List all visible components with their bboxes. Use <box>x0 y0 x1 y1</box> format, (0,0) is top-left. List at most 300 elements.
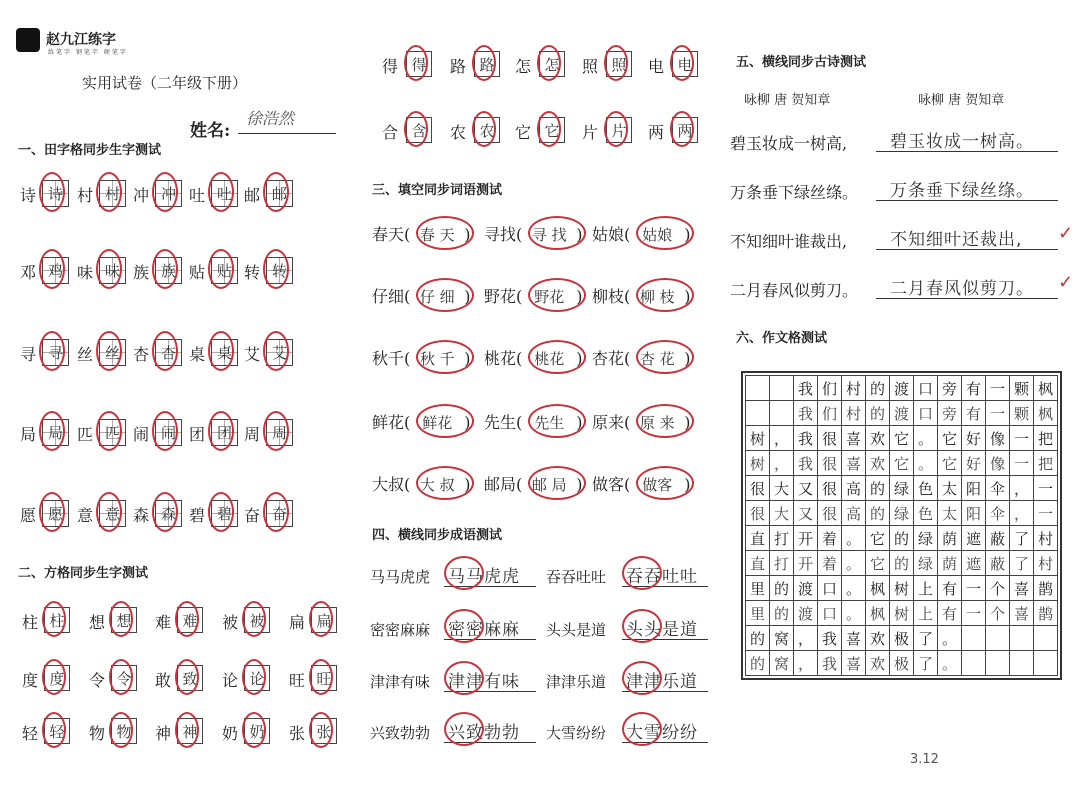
comp-printed-row <box>746 576 1058 601</box>
tm-written-char: 电 <box>677 55 693 74</box>
comp-written-cell[interactable]: 们 <box>818 401 842 426</box>
comp-written-cell[interactable]: 一 <box>962 601 986 626</box>
comp-written-cell[interactable] <box>746 401 770 426</box>
red-check-mark <box>263 249 289 289</box>
section-1-heading: 一、田字格同步生字测试 <box>18 143 162 158</box>
comp-written-cell[interactable]: 遮 <box>962 551 986 576</box>
fill-answer[interactable]: 柳 枝 <box>639 288 675 306</box>
comp-written-cell[interactable]: 枫 <box>1034 401 1058 426</box>
idiom-answer[interactable]: 吞吞吐吐 <box>626 567 698 587</box>
comp-written-cell[interactable]: 它 <box>890 451 914 476</box>
tzg-written-char: 丝 <box>104 344 120 362</box>
fill-answer[interactable]: 秋 千 <box>419 350 455 368</box>
comp-written-cell[interactable]: 我 <box>818 651 842 676</box>
comp-written-cell[interactable]: 阳 <box>962 501 986 526</box>
red-check-mark <box>444 661 484 695</box>
fill-prompt: 桃花 <box>484 349 517 368</box>
tzg-written-char: 匹 <box>104 424 120 442</box>
idiom-answer[interactable]: 头头是道 <box>626 620 698 640</box>
comp-cell: 了 <box>914 626 938 651</box>
comp-written-cell[interactable]: ， <box>794 651 818 676</box>
tzg-written-char: 转 <box>271 262 287 280</box>
comp-written-cell[interactable]: 树 <box>890 601 914 626</box>
comp-cell: 树 <box>746 426 770 451</box>
tm-written-char: 它 <box>544 121 560 140</box>
comp-written-cell[interactable] <box>986 651 1010 676</box>
comp-cell: 绿 <box>890 476 914 501</box>
red-check-mark <box>528 216 586 250</box>
red-check-mark <box>109 712 133 748</box>
tzg-written-char: 碧 <box>216 505 232 523</box>
red-check-mark <box>109 601 133 637</box>
idiom-prompt: 津津有味 <box>370 673 431 691</box>
section-4-heading: 四、横线同步成语测试 <box>372 528 503 543</box>
comp-written-cell[interactable]: 我 <box>794 451 818 476</box>
tzg-written-char: 奋 <box>271 505 287 523</box>
fill-answer[interactable]: 野花 <box>534 288 565 306</box>
comp-written-cell[interactable]: 个 <box>986 601 1010 626</box>
comp-cell: 我 <box>794 426 818 451</box>
red-check-mark <box>242 712 266 748</box>
comp-written-cell[interactable]: 有 <box>962 401 986 426</box>
tzg-char: 村 <box>77 186 94 205</box>
comp-cell: 一 <box>962 576 986 601</box>
fg-char: 难 <box>155 613 172 632</box>
comp-written-cell[interactable]: 村 <box>1034 551 1058 576</box>
comp-cell: 像 <box>986 426 1010 451</box>
fg-written-char: 神 <box>182 722 198 741</box>
comp-written-row <box>746 551 1058 576</box>
idiom-answer[interactable]: 津津有味 <box>448 672 520 692</box>
comp-written-cell[interactable]: 绿 <box>890 501 914 526</box>
fill-answer[interactable]: 先生 <box>534 414 565 432</box>
comp-cell: 口 <box>818 576 842 601</box>
poem-line-written[interactable]: 不知细叶还裁出, <box>890 230 1023 250</box>
comp-written-cell[interactable]: 渡 <box>890 401 914 426</box>
tzg-char: 诗 <box>20 186 37 205</box>
tzg-char: 贴 <box>189 263 206 282</box>
comp-written-cell[interactable]: 窝 <box>770 651 794 676</box>
comp-written-row <box>746 501 1058 526</box>
comp-written-cell[interactable] <box>962 651 986 676</box>
fill-answer[interactable]: 寻 找 <box>531 226 567 244</box>
tzg-char: 族 <box>133 263 150 282</box>
fg-written-char: 扁 <box>316 611 332 630</box>
tzg-char: 丝 <box>77 345 94 364</box>
comp-written-cell[interactable]: 的 <box>770 601 794 626</box>
fg-written-char: 柱 <box>49 611 65 630</box>
paren-close: ) <box>464 225 471 244</box>
red-check-mark <box>242 601 266 637</box>
comp-written-cell[interactable]: 。 <box>914 451 938 476</box>
comp-written-cell[interactable]: 很 <box>818 451 842 476</box>
comp-written-cell[interactable]: 高 <box>842 501 866 526</box>
red-check-mark <box>109 659 133 695</box>
comp-written-cell[interactable]: 它 <box>866 551 890 576</box>
comp-written-cell[interactable]: 一 <box>1034 501 1058 526</box>
comp-written-cell[interactable]: 荫 <box>938 551 962 576</box>
fill-answer[interactable]: 姑娘 <box>642 226 673 244</box>
red-check-mark <box>622 556 662 590</box>
comp-cell: 太 <box>938 476 962 501</box>
comp-cell: 好 <box>962 426 986 451</box>
comp-written-cell[interactable]: 太 <box>938 501 962 526</box>
tzg-written-char: 杏 <box>160 344 176 362</box>
poem-underline <box>876 249 1058 250</box>
comp-written-cell[interactable]: 村 <box>842 401 866 426</box>
comp-written-cell[interactable]: 上 <box>914 601 938 626</box>
comp-written-cell[interactable]: 的 <box>890 551 914 576</box>
comp-written-cell[interactable]: ， <box>770 451 794 476</box>
comp-written-cell[interactable]: 直 <box>746 551 770 576</box>
comp-cell: 很 <box>818 426 842 451</box>
comp-cell: 直 <box>746 526 770 551</box>
fill-answer[interactable]: 邮 局 <box>531 476 567 494</box>
section-2-heading: 二、方格同步生字测试 <box>18 566 149 581</box>
idiom-answer[interactable]: 津津乐道 <box>626 672 698 692</box>
tzg-written-char: 邮 <box>271 185 287 203</box>
comp-cell: 喜 <box>1010 576 1034 601</box>
comp-cell: 。 <box>842 526 866 551</box>
tzg-char: 碧 <box>189 506 206 525</box>
comp-written-cell[interactable]: 一 <box>986 401 1010 426</box>
red-check-mark <box>537 111 561 147</box>
comp-cell: 了 <box>1010 526 1034 551</box>
comp-written-cell[interactable]: 很 <box>818 501 842 526</box>
fill-answer[interactable]: 做客 <box>642 476 673 494</box>
comp-written-cell[interactable]: 好 <box>962 451 986 476</box>
comp-cell: 村 <box>1034 526 1058 551</box>
red-check-mark <box>96 492 122 532</box>
tzg-written-char: 桌 <box>216 344 232 362</box>
tzg-char: 愿 <box>20 506 37 525</box>
comp-printed-row <box>746 476 1058 501</box>
tm-char: 得 <box>382 57 399 76</box>
fill-answer[interactable]: 大 叔 <box>419 476 455 494</box>
paren-close: ) <box>576 349 583 368</box>
red-check-mark <box>39 249 65 289</box>
comp-cell: 们 <box>818 376 842 401</box>
comp-cell <box>1034 626 1058 651</box>
fg-written-char: 旺 <box>316 669 332 688</box>
idiom-prompt: 马马虎虎 <box>370 568 431 586</box>
fg-written-char: 奶 <box>249 722 265 741</box>
paren-open: ( <box>516 413 523 432</box>
paren-close: ) <box>684 475 691 494</box>
tzg-char: 邮 <box>244 186 261 205</box>
comp-written-cell[interactable]: 渡 <box>794 601 818 626</box>
comp-cell: 渡 <box>890 376 914 401</box>
idiom-answer[interactable]: 兴致勃勃 <box>448 723 520 743</box>
red-check-mark <box>42 712 66 748</box>
comp-written-cell[interactable] <box>1034 651 1058 676</box>
idiom-answer[interactable]: 大雪纷纷 <box>626 723 698 743</box>
comp-cell: 欢 <box>866 626 890 651</box>
red-check-mark <box>152 331 178 371</box>
red-check-mark <box>208 411 234 451</box>
footer-date: 3.12 <box>910 752 939 767</box>
comp-written-cell[interactable]: 颗 <box>1010 401 1034 426</box>
poem-line-written[interactable]: 万条垂下绿丝绦。 <box>890 181 1034 201</box>
paren-close: ) <box>576 287 583 306</box>
comp-written-cell[interactable]: 很 <box>746 501 770 526</box>
poem-line-written[interactable]: 碧玉妆成一树高。 <box>890 132 1034 152</box>
comp-cell: 我 <box>794 376 818 401</box>
fg-char: 度 <box>22 671 39 690</box>
red-check-mark <box>96 249 122 289</box>
red-check-mark <box>96 172 122 212</box>
tm-written-char: 路 <box>479 55 495 74</box>
poem-line-written[interactable]: 二月春风似剪刀。 <box>890 279 1034 299</box>
fill-answer[interactable]: 桃花 <box>534 350 565 368</box>
red-check-mark <box>537 45 561 81</box>
tzg-char: 桌 <box>189 345 206 364</box>
red-check-mark <box>175 659 199 695</box>
comp-written-cell[interactable]: 伞 <box>986 501 1010 526</box>
poem-line-printed: 碧玉妆成一树高, <box>730 134 848 153</box>
idiom-prompt: 头头是道 <box>546 621 607 639</box>
comp-cell <box>746 376 770 401</box>
tm-written-char: 两 <box>677 121 693 140</box>
comp-written-cell[interactable]: 极 <box>890 651 914 676</box>
idiom-answer[interactable]: 马马虎虎 <box>448 567 520 587</box>
red-check-mark <box>208 331 234 371</box>
comp-written-cell[interactable]: 口 <box>818 601 842 626</box>
fill-prompt: 姑娘 <box>592 225 625 244</box>
red-check-mark <box>472 45 496 81</box>
poem-title: 咏柳 唐 贺知章 <box>744 93 831 108</box>
comp-cell: 一 <box>1034 476 1058 501</box>
comp-written-cell[interactable]: 有 <box>938 601 962 626</box>
comp-cell: 开 <box>794 526 818 551</box>
name-value: 徐浩然 <box>246 109 295 128</box>
comp-cell: 伞 <box>986 476 1010 501</box>
red-check-mark <box>175 712 199 748</box>
comp-written-cell[interactable]: 色 <box>914 501 938 526</box>
red-check-mark <box>636 216 694 250</box>
comp-written-cell[interactable]: 枫 <box>866 601 890 626</box>
comp-cell <box>986 626 1010 651</box>
comp-written-cell[interactable]: 口 <box>914 401 938 426</box>
comp-written-cell[interactable]: 欢 <box>866 651 890 676</box>
fill-prompt: 邮局 <box>484 475 517 494</box>
paren-close: ) <box>464 475 471 494</box>
tm-char: 怎 <box>515 57 532 76</box>
tm-char: 农 <box>450 123 467 142</box>
comp-written-cell[interactable]: 的 <box>746 651 770 676</box>
paren-close: ) <box>576 413 583 432</box>
comp-written-cell[interactable]: 大 <box>770 501 794 526</box>
paren-close: ) <box>684 225 691 244</box>
tzg-written-char: 吐 <box>216 185 232 203</box>
fill-answer[interactable]: 原 来 <box>639 414 675 432</box>
comp-written-cell[interactable]: 绿 <box>914 551 938 576</box>
fill-prompt: 大叔 <box>372 475 405 494</box>
comp-written-cell[interactable]: 蔽 <box>986 551 1010 576</box>
comp-written-cell[interactable]: 里 <box>746 601 770 626</box>
comp-cell: 着 <box>818 526 842 551</box>
comp-written-row <box>746 651 1058 676</box>
paren-open: ( <box>516 287 523 306</box>
fill-prompt: 先生 <box>484 413 517 432</box>
comp-printed-row <box>746 426 1058 451</box>
comp-cell: 上 <box>914 576 938 601</box>
poem-title-copy: 咏柳 唐 贺知章 <box>918 93 1005 108</box>
tzg-written-char: 诗 <box>47 185 63 203</box>
fg-written-char: 轻 <box>49 722 65 741</box>
comp-written-row <box>746 451 1058 476</box>
comp-cell: 的 <box>770 576 794 601</box>
tm-written-char: 怎 <box>544 55 560 74</box>
red-check-mark <box>309 659 333 695</box>
paren-close: ) <box>684 287 691 306</box>
red-check-mark <box>42 659 66 695</box>
comp-written-cell[interactable]: 着 <box>818 551 842 576</box>
comp-cell: 的 <box>866 376 890 401</box>
idiom-prompt: 兴致勃勃 <box>370 724 431 742</box>
tzg-written-char: 寻 <box>47 344 63 362</box>
tzg-char: 局 <box>20 425 37 444</box>
comp-written-cell[interactable]: 把 <box>1034 451 1058 476</box>
tzg-written-char: 团 <box>216 424 232 442</box>
fg-written-char: 难 <box>182 611 198 630</box>
fill-answer[interactable]: 春 天 <box>419 226 455 244</box>
comp-written-cell[interactable]: 打 <box>770 551 794 576</box>
comp-cell: 绿 <box>914 526 938 551</box>
paren-open: ( <box>624 413 631 432</box>
red-check-mark <box>444 556 484 590</box>
tzg-written-char: 意 <box>104 505 120 523</box>
red-check-mark <box>263 331 289 371</box>
comp-written-cell[interactable]: 欢 <box>866 451 890 476</box>
fg-written-char: 物 <box>116 722 132 741</box>
idiom-answer[interactable]: 密密麻麻 <box>448 620 520 640</box>
comp-cell: 有 <box>962 376 986 401</box>
comp-cell: 极 <box>890 626 914 651</box>
comp-written-cell[interactable]: 喜 <box>842 651 866 676</box>
red-check-mark <box>152 249 178 289</box>
fill-answer[interactable]: 仔 细 <box>419 288 455 306</box>
comp-written-cell[interactable] <box>770 401 794 426</box>
comp-written-cell[interactable]: 又 <box>794 501 818 526</box>
comp-written-cell[interactable]: 了 <box>914 651 938 676</box>
red-check-mark <box>670 45 694 81</box>
tzg-written-char: 冲 <box>160 185 176 203</box>
red-check-mark <box>670 111 694 147</box>
comp-written-cell[interactable]: 了 <box>1010 551 1034 576</box>
comp-written-cell[interactable]: 。 <box>842 551 866 576</box>
comp-cell <box>770 376 794 401</box>
comp-written-cell[interactable]: 。 <box>938 651 962 676</box>
fill-answer[interactable]: 鲜花 <box>422 414 453 432</box>
comp-written-row <box>746 601 1058 626</box>
comp-written-cell[interactable]: 的 <box>866 401 890 426</box>
paren-open: ( <box>624 475 631 494</box>
poem-underline <box>876 298 1058 299</box>
comp-written-cell[interactable]: 鹊 <box>1034 601 1058 626</box>
tm-written-char: 片 <box>611 121 627 140</box>
fg-char: 神 <box>155 724 172 743</box>
comp-written-cell[interactable]: 喜 <box>1010 601 1034 626</box>
tm-char: 电 <box>648 57 665 76</box>
comp-cell: 。 <box>938 626 962 651</box>
tm-char: 合 <box>382 123 399 142</box>
comp-written-cell[interactable]: 像 <box>986 451 1010 476</box>
comp-written-cell[interactable]: 一 <box>1010 451 1034 476</box>
fill-answer[interactable]: 杏 花 <box>639 350 675 368</box>
red-check-mark <box>528 278 586 312</box>
comp-cell: 枫 <box>866 576 890 601</box>
fg-written-char: 想 <box>116 611 132 630</box>
paren-close: ) <box>684 413 691 432</box>
comp-cell: 个 <box>986 576 1010 601</box>
comp-written-cell[interactable]: 的 <box>866 501 890 526</box>
tzg-char: 寻 <box>20 345 37 364</box>
comp-cell: 鹊 <box>1034 576 1058 601</box>
comp-printed-row <box>746 626 1058 651</box>
fg-char: 令 <box>89 671 106 690</box>
fg-char: 旺 <box>289 671 306 690</box>
paren-close: ) <box>576 475 583 494</box>
red-check-mark <box>636 340 694 374</box>
comp-cell <box>1010 626 1034 651</box>
red-check-mark <box>39 411 65 451</box>
comp-written-cell[interactable]: 它 <box>938 451 962 476</box>
fg-written-char: 度 <box>49 669 65 688</box>
tm-written-char: 含 <box>411 121 427 140</box>
comp-written-cell[interactable]: 。 <box>842 601 866 626</box>
paren-close: ) <box>464 349 471 368</box>
tzg-written-char: 局 <box>47 424 63 442</box>
fg-char: 被 <box>222 613 239 632</box>
comp-cell: 大 <box>770 476 794 501</box>
red-check-mark <box>404 45 428 81</box>
comp-written-cell[interactable] <box>1010 651 1034 676</box>
check-mark-icon: ✓ <box>1058 223 1074 244</box>
comp-cell: 里 <box>746 576 770 601</box>
paren-open: ( <box>404 475 411 494</box>
comp-written-cell[interactable]: 喜 <box>842 451 866 476</box>
comp-cell: 打 <box>770 526 794 551</box>
paren-open: ( <box>516 225 523 244</box>
poem-line-printed: 万条垂下绿丝绦。 <box>730 183 859 202</box>
comp-written-cell[interactable]: 树 <box>746 451 770 476</box>
tm-char: 照 <box>582 57 599 76</box>
red-check-mark <box>622 712 662 746</box>
fg-written-char: 致 <box>182 669 198 688</box>
tzg-written-char: 贴 <box>216 262 232 280</box>
comp-written-cell[interactable]: ， <box>1010 501 1034 526</box>
comp-cell: 树 <box>890 576 914 601</box>
tzg-char: 艾 <box>244 345 261 364</box>
paren-open: ( <box>404 287 411 306</box>
fg-char: 奶 <box>222 724 239 743</box>
tzg-char: 味 <box>77 263 94 282</box>
tm-written-char: 照 <box>611 55 627 74</box>
comp-written-cell[interactable]: 开 <box>794 551 818 576</box>
comp-cell: 高 <box>842 476 866 501</box>
comp-written-cell[interactable]: 旁 <box>938 401 962 426</box>
comp-cell: 把 <box>1034 426 1058 451</box>
tzg-written-char: 愿 <box>47 505 63 523</box>
fill-prompt: 杏花 <box>592 349 625 368</box>
tzg-char: 邓 <box>20 263 37 282</box>
comp-cell: ， <box>770 426 794 451</box>
comp-written-cell[interactable]: 我 <box>794 401 818 426</box>
red-check-mark <box>636 404 694 438</box>
poem-line-printed: 不知细叶谁裁出, <box>730 232 848 251</box>
paren-open: ( <box>624 287 631 306</box>
